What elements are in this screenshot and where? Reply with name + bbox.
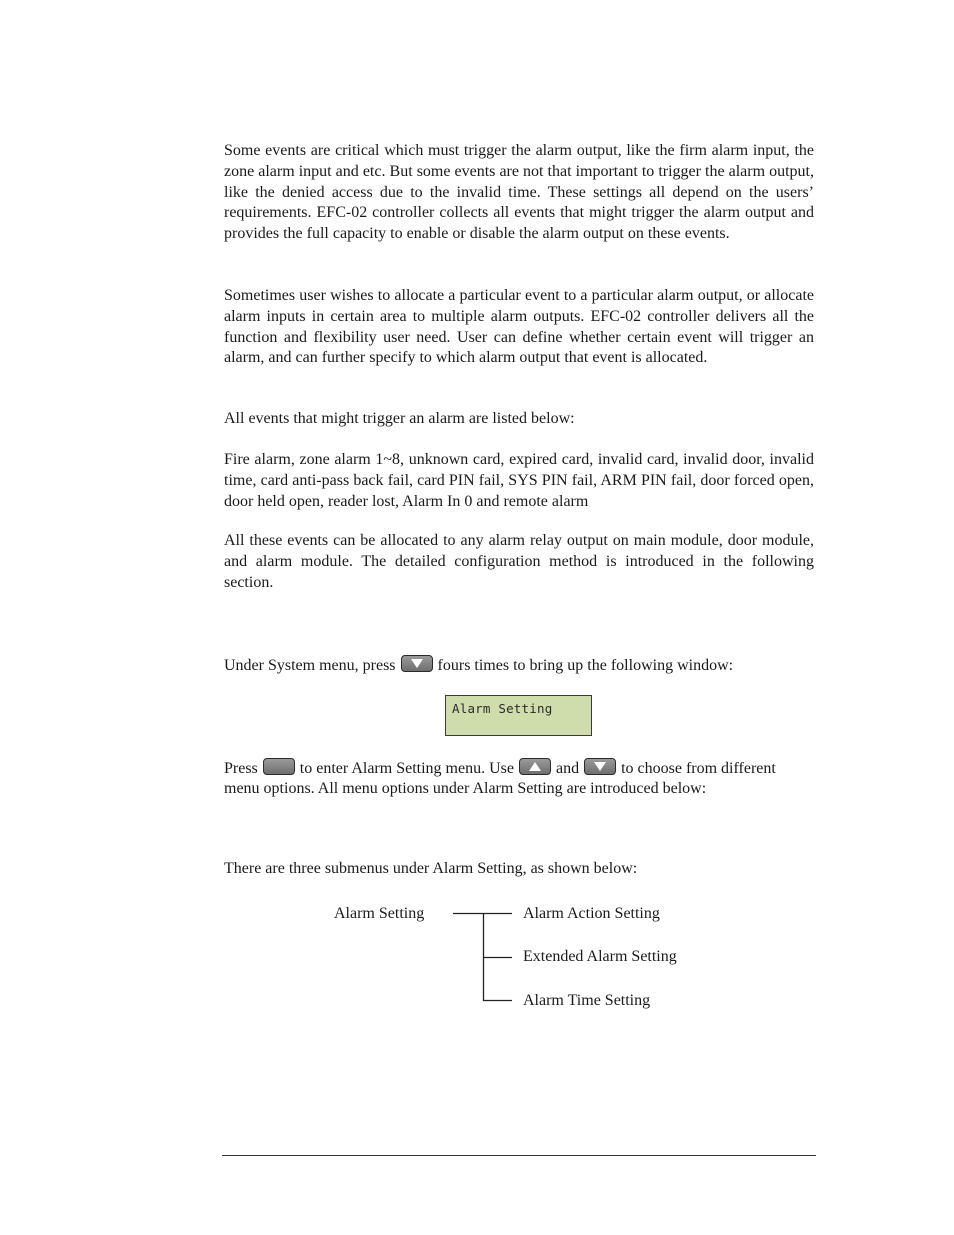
enter-key-icon	[263, 758, 295, 775]
events-list-intro: All events that might trigger an alarm are listed below:	[224, 410, 575, 427]
up-arrow-key-icon	[519, 758, 551, 775]
press-text: Press	[224, 760, 258, 777]
down-arrow-key-icon	[584, 758, 616, 775]
and-text: and	[555, 760, 580, 777]
system-menu-instruction	[224, 655, 733, 677]
tree-root-label: Alarm Setting	[334, 905, 425, 922]
allocation-paragraph: All these events can be allocated to any alarm relay output on main module, door module, and alarm module. The detailed configuration method is introduced in the following section.	[224, 532, 814, 591]
lcd-display	[445, 695, 592, 736]
tree-connector-lines	[450, 910, 520, 1005]
down-arrow-key-icon	[401, 655, 433, 672]
tree-child-extended-alarm-setting: Extended Alarm Setting	[523, 948, 677, 965]
alarm-menu-instruction	[224, 758, 776, 780]
lcd-text: Alarm Setting	[452, 701, 553, 716]
tree-child-alarm-action-setting: Alarm Action Setting	[523, 905, 660, 922]
system-pre-text: Under System menu, press	[224, 657, 396, 674]
alarm-menu-instruction-line2: menu options. All menu options under Alarm Setting are introduced below:	[224, 780, 707, 797]
footer-rule	[222, 1155, 816, 1156]
events-list: Fire alarm, zone alarm 1~8, unknown card, expired card, invalid card, invalid door, invalid time, card anti-pass back fail, card PIN fail, SYS PIN fail, ARM PIN fail, door forced open, door held open, reader lost, Alarm In 0 and remote alarm	[224, 451, 814, 510]
submenu-intro: There are three submenus under Alarm Setting, as shown below:	[224, 860, 638, 877]
system-post-text: fours times to bring up the following window:	[437, 657, 734, 674]
choose-text: to choose from different	[621, 760, 776, 777]
tree-child-alarm-time-setting: Alarm Time Setting	[523, 992, 651, 1009]
intro-paragraph-2: Sometimes user wishes to allocate a particular event to a particular alarm output, or allocate alarm inputs in certain area to multiple alarm outputs. EFC-02 controller delivers all the function and flexibility user need. User can define whether certain event will trigger an alarm, and can further specify to which alarm output that event is allocated.	[224, 287, 814, 367]
enter-text: to enter Alarm Setting menu. Use	[299, 760, 514, 777]
intro-paragraph-1: Some events are critical which must trigger the alarm output, like the firm alarm input, the zone alarm input and etc. But some events are not that important to trigger the alarm output, like the denied access due to the invalid time. These settings all depend on the users’ requirements. EFC-02 controller collects all events that might trigger the alarm output and provides the full capacity to enable or disable the alarm output on these events.	[224, 142, 814, 243]
